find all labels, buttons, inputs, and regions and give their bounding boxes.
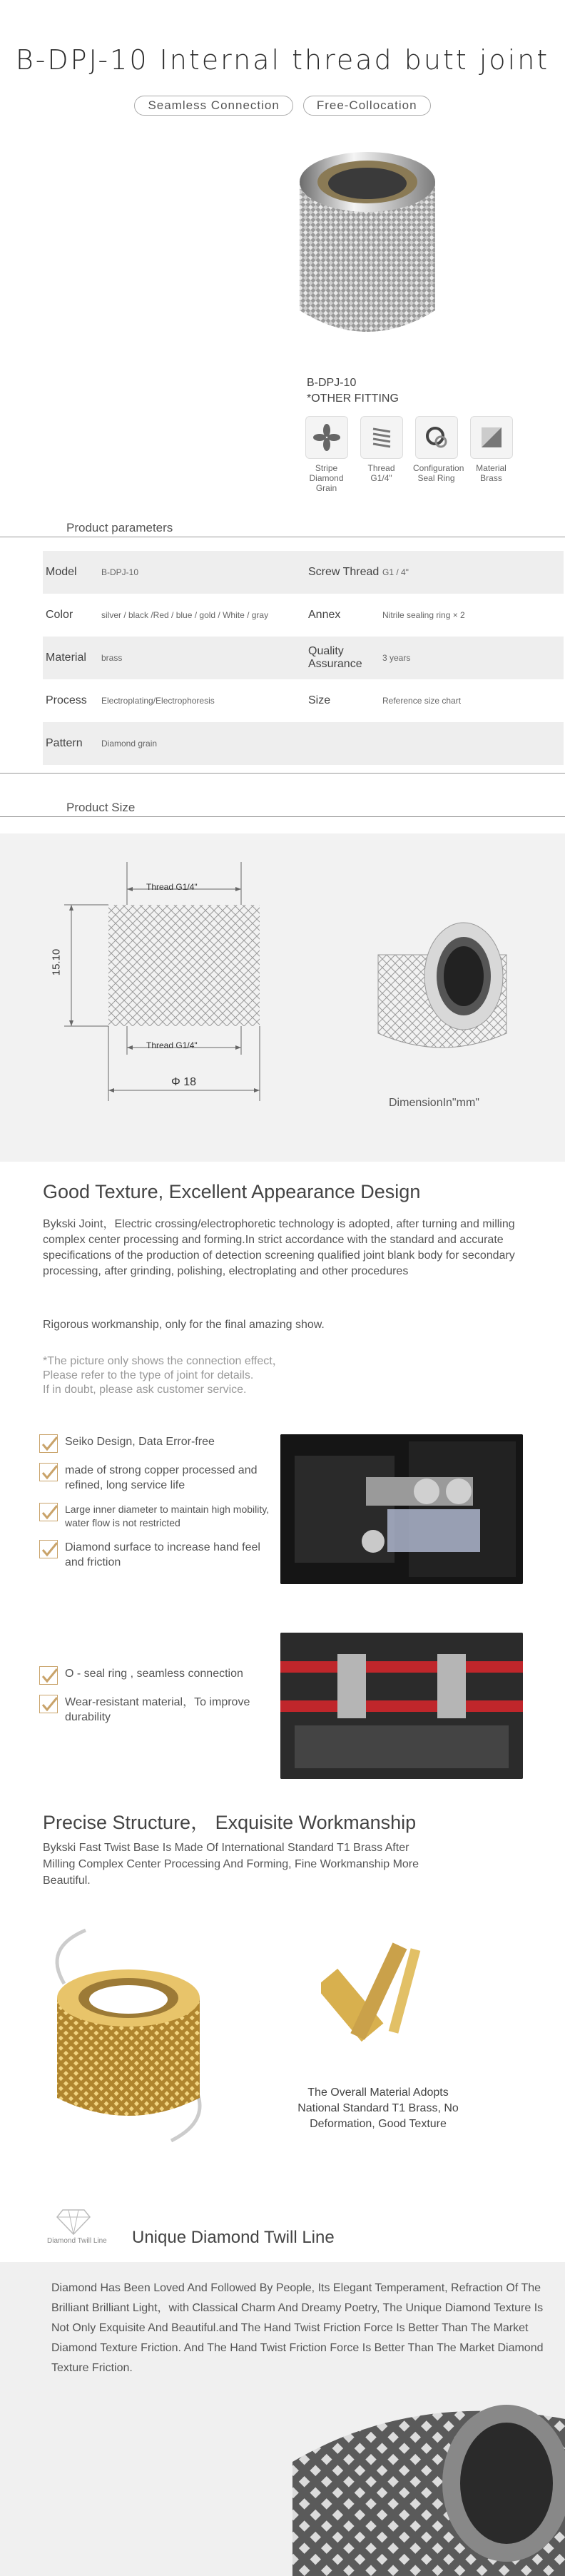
checkmark-icon — [39, 1666, 58, 1685]
checkmark-icon — [39, 1695, 58, 1713]
param-value: Nitrile sealing ring × 2 — [382, 610, 465, 620]
install-photo-2 — [280, 1633, 523, 1779]
note-line: If in doubt, please ask customer service. — [43, 1384, 247, 1396]
texture-heading: Good Texture, Excellent Appearance Design — [43, 1181, 421, 1202]
page-title: B-DPJ-10 Internal thread butt joint — [15, 44, 550, 76]
dimension-caption: DimensionIn"mm" — [389, 1097, 479, 1109]
stripe-diamond-grain-icon — [305, 416, 348, 459]
check-text: Seiko Design, Data Error-free — [65, 1436, 215, 1448]
dimension-drawing — [0, 833, 565, 1162]
param-value: silver / black /Red / blue / gold / White / gray — [101, 610, 269, 620]
param-value: Diamond grain — [101, 739, 158, 749]
diamond-paragraph: Diamond Has Been Loved And Followed By People, Its Elegant Temperament, Refraction Of The Brilliant Brilliant Light，with Classical Charm And Dreamy Poetry, The Unique Diamond Texture Is Not Only Exquisite And Beautiful.and The Hand Twist Friction Force Is Better Than The Market Diamond Texture Friction. And The Hand Twist Friction Force Is Better Than The Market Diamond Texture Friction. — [51, 2282, 544, 2374]
pill-seamless: Seamless Connection — [134, 96, 292, 116]
brass-rods-image — [321, 1927, 442, 2048]
param-key: Pattern — [46, 737, 83, 749]
checkmark-icon — [39, 1503, 58, 1521]
check-item — [39, 1695, 282, 1725]
hero-fitting-image — [285, 139, 449, 353]
check-text: Wear-resistant material，To improve durability — [65, 1696, 250, 1723]
feature-label: Material Brass — [476, 463, 507, 483]
size-section-label: Product Size — [66, 801, 136, 814]
pill-free-collocation: Free-Collocation — [303, 96, 431, 116]
check-item — [39, 1540, 282, 1570]
param-value: G1 / 4" — [382, 567, 409, 577]
checklist-1 — [39, 1434, 282, 1580]
param-key: Material — [46, 651, 86, 664]
diamond-heading: Unique Diamond Twill Line — [132, 2228, 335, 2247]
checklist-2 — [39, 1666, 282, 1735]
height-label: 15.10 — [50, 948, 63, 976]
note — [43, 1354, 284, 1397]
check-item — [39, 1666, 282, 1685]
feature-thread — [358, 416, 404, 493]
seal-ring-icon — [415, 416, 458, 459]
feature-material — [468, 416, 514, 493]
params-table — [43, 551, 564, 765]
param-key: Screw Thread — [308, 566, 380, 578]
param-value: 3 years — [382, 653, 411, 663]
check-text: O - seal ring , seamless connection — [65, 1668, 243, 1680]
param-value: B-DPJ-10 — [101, 567, 139, 577]
params-row — [43, 594, 564, 637]
check-text: made of strong copper processed and refined, long service life — [65, 1464, 258, 1491]
gold-fitting-image — [36, 1920, 221, 2155]
feature-label: Thread G1/4" — [367, 463, 395, 483]
params-row — [43, 637, 564, 679]
model-code: B-DPJ-10 — [307, 377, 357, 389]
param-value: Reference size chart — [382, 696, 462, 706]
check-item — [39, 1463, 282, 1493]
note-line: Please refer to the type of joint for details. — [43, 1369, 254, 1381]
checkmark-icon — [39, 1540, 58, 1558]
other-fitting-label: *OTHER FITTING — [307, 392, 399, 405]
param-value: Electroplating/Electrophoresis — [101, 696, 215, 706]
params-row — [43, 551, 564, 594]
param-key: Size — [308, 694, 331, 706]
note-line: *The picture only shows the connection effect， — [43, 1355, 284, 1367]
diamond-icon — [56, 2209, 91, 2236]
divider — [0, 773, 565, 774]
pill-group — [0, 96, 565, 116]
param-key: Model — [46, 566, 77, 578]
check-text: Large inner diameter to maintain high mobility, water flow is not restricted — [65, 1503, 270, 1528]
thread-icon — [360, 416, 403, 459]
feature-label: Configuration Seal Ring — [413, 463, 464, 483]
checkmark-icon — [39, 1463, 58, 1481]
param-key: Color — [46, 609, 73, 621]
diameter-label: Φ 18 — [171, 1076, 197, 1088]
feature-diamond-grain — [303, 416, 350, 493]
divider — [0, 816, 565, 817]
param-value: brass — [101, 653, 123, 663]
install-photo-1 — [280, 1434, 523, 1584]
feature-seal-ring — [413, 416, 464, 493]
gold-caption: The Overall Material Adopts National Standard T1 Brass, No Deformation, Good Texture — [297, 2086, 459, 2130]
params-row — [43, 679, 564, 722]
params-section-label: Product parameters — [66, 521, 173, 534]
params-row — [43, 722, 564, 765]
check-text: Diamond surface to increase hand feel and friction — [65, 1541, 260, 1568]
checkmark-icon — [39, 1434, 58, 1453]
thread-bottom-label: Thread G1/4" — [146, 1040, 198, 1050]
diamond-logo-text: Diamond Twill Line — [47, 2237, 107, 2245]
dimension-panel — [0, 833, 565, 1162]
material-brass-icon — [470, 416, 513, 459]
thread-top-label: Thread G1/4" — [146, 882, 198, 892]
check-item — [39, 1503, 282, 1530]
param-key: Quality Assurance — [308, 645, 362, 670]
param-key: Process — [46, 694, 87, 706]
feature-label: Stripe Diamond Grain — [309, 463, 344, 493]
precise-paragraph: Bykski Fast Twist Base Is Made Of International Standard T1 Brass After Milling Complex Center Processing And Forming, Fine Workmanship More Beautiful. — [43, 1842, 419, 1887]
texture-paragraph: Bykski Joint，Electric crossing/electrophoretic technology is adopted, after turning and milling complex center processing and forming.In strict accordance with the standard and accurate specifications of the production of detection screening qualified joint blank body for secondary processing, after grinding, polishing, electroplating and other procedures — [43, 1218, 515, 1277]
check-item — [39, 1434, 282, 1453]
precise-heading: Precise Structure， Exquisite Workmanship — [43, 1812, 417, 1833]
param-key: Annex — [308, 609, 341, 621]
closeup-fitting-image — [271, 2376, 565, 2576]
texture-paragraph-2: Rigorous workmanship, only for the final amazing show. — [43, 1319, 325, 1331]
feature-icons — [303, 416, 514, 493]
